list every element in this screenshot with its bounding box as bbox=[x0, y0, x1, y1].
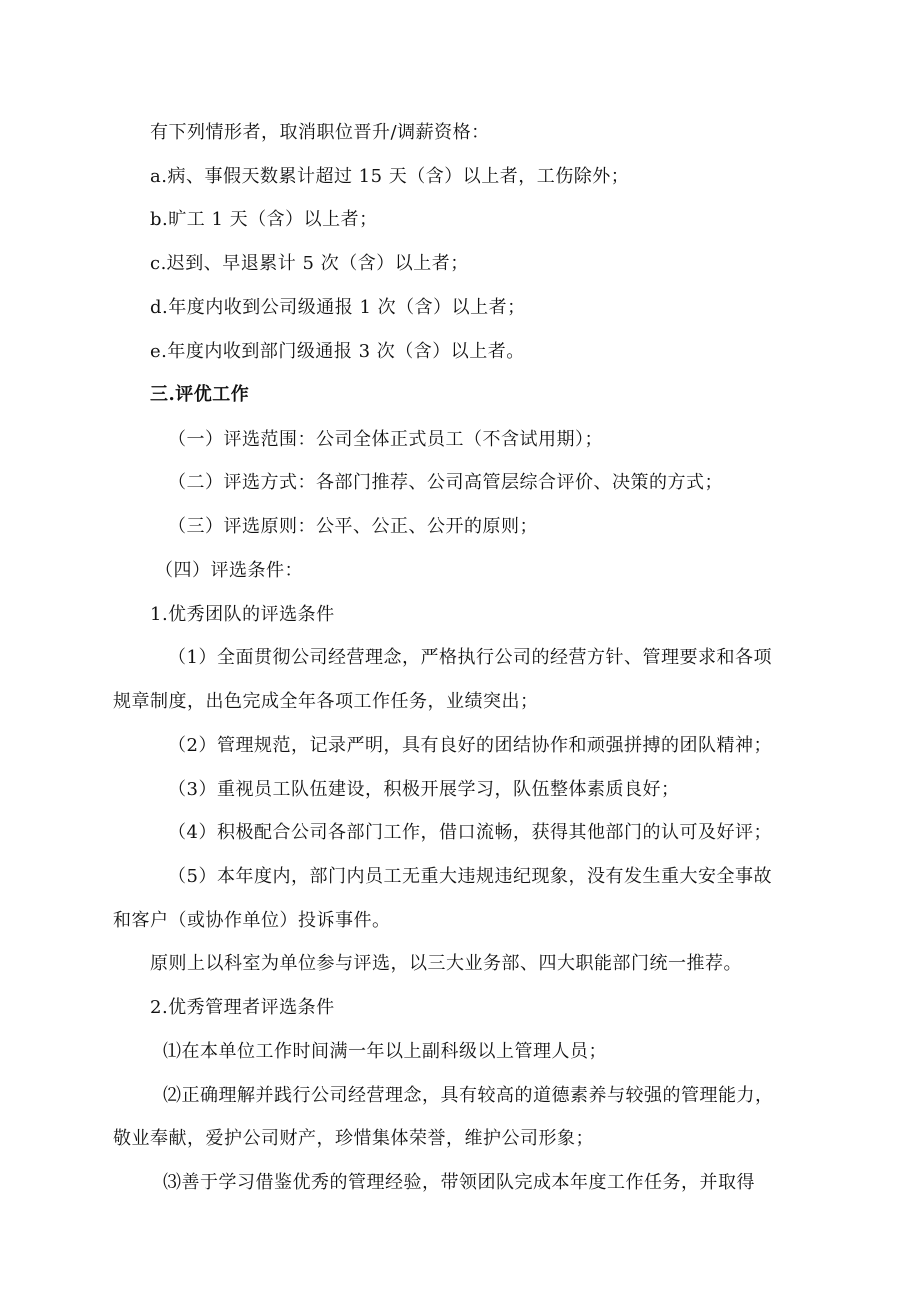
selection-item: （四）评选条件： bbox=[155, 560, 303, 581]
team-condition: 和客户（或协作单位）投诉事件。 bbox=[113, 910, 391, 931]
team-condition: 规章制度，出色完成全年各项工作任务，业绩突出； bbox=[113, 691, 539, 712]
selection-item: （三）评选原则：公平、公正、公开的原则； bbox=[168, 516, 538, 537]
team-condition: （1）全面贯彻公司经营理念，严格执行公司的经营方针、管理要求和各项 bbox=[168, 647, 772, 668]
disqualification-item: e.年度内收到部门级通报 3 次（含）以上者。 bbox=[150, 341, 525, 362]
manager-condition: ⑵正确理解并践行公司经营理念，具有较高的道德素养与较强的管理能力， bbox=[163, 1085, 774, 1106]
disqualification-item: b.旷工 1 天（含）以上者； bbox=[150, 209, 378, 230]
manager-condition: ⑴在本单位工作时间满一年以上副科级以上管理人员； bbox=[163, 1041, 607, 1062]
section-heading: 三.评优工作 bbox=[150, 384, 250, 405]
team-condition: （5）本年度内，部门内员工无重大违规违纪现象，没有发生重大安全事故 bbox=[168, 866, 772, 887]
disqualification-item: d.年度内收到公司级通报 1 次（含）以上者； bbox=[150, 297, 526, 318]
subsection-title: 1.优秀团队的评选条件 bbox=[150, 604, 335, 625]
selection-item: （二）评选方式：各部门推荐、公司高管层综合评价、决策的方式； bbox=[168, 472, 723, 493]
disqualification-item: a.病、事假天数累计超过 15 天（含）以上者，工伤除外； bbox=[150, 166, 630, 187]
team-condition: （4）积极配合公司各部门工作，借口流畅，获得其他部门的认可及好评； bbox=[168, 822, 772, 843]
team-condition: （3）重视员工队伍建设，积极开展学习，队伍整体素质良好； bbox=[168, 779, 680, 800]
subsection-title: 2.优秀管理者评选条件 bbox=[150, 997, 335, 1018]
intro-paragraph: 有下列情形者，取消职位晋升/调薪资格： bbox=[150, 122, 490, 143]
team-note: 原则上以科室为单位参与评选，以三大业务部、四大职能部门统一推荐。 bbox=[150, 953, 742, 974]
selection-item: （一）评选范围：公司全体正式员工（不含试用期）； bbox=[168, 429, 603, 450]
manager-condition: ⑶善于学习借鉴优秀的管理经验，带领团队完成本年度工作任务，并取得 bbox=[163, 1172, 755, 1193]
team-condition: （2）管理规范，记录严明，具有良好的团结协作和顽强拼搏的团队精神； bbox=[168, 735, 772, 756]
manager-condition: 敬业奉献，爱护公司财产，珍惜集体荣誉，维护公司形象； bbox=[113, 1128, 594, 1149]
disqualification-item: c.迟到、早退累计 5 次（含）以上者； bbox=[150, 253, 469, 274]
